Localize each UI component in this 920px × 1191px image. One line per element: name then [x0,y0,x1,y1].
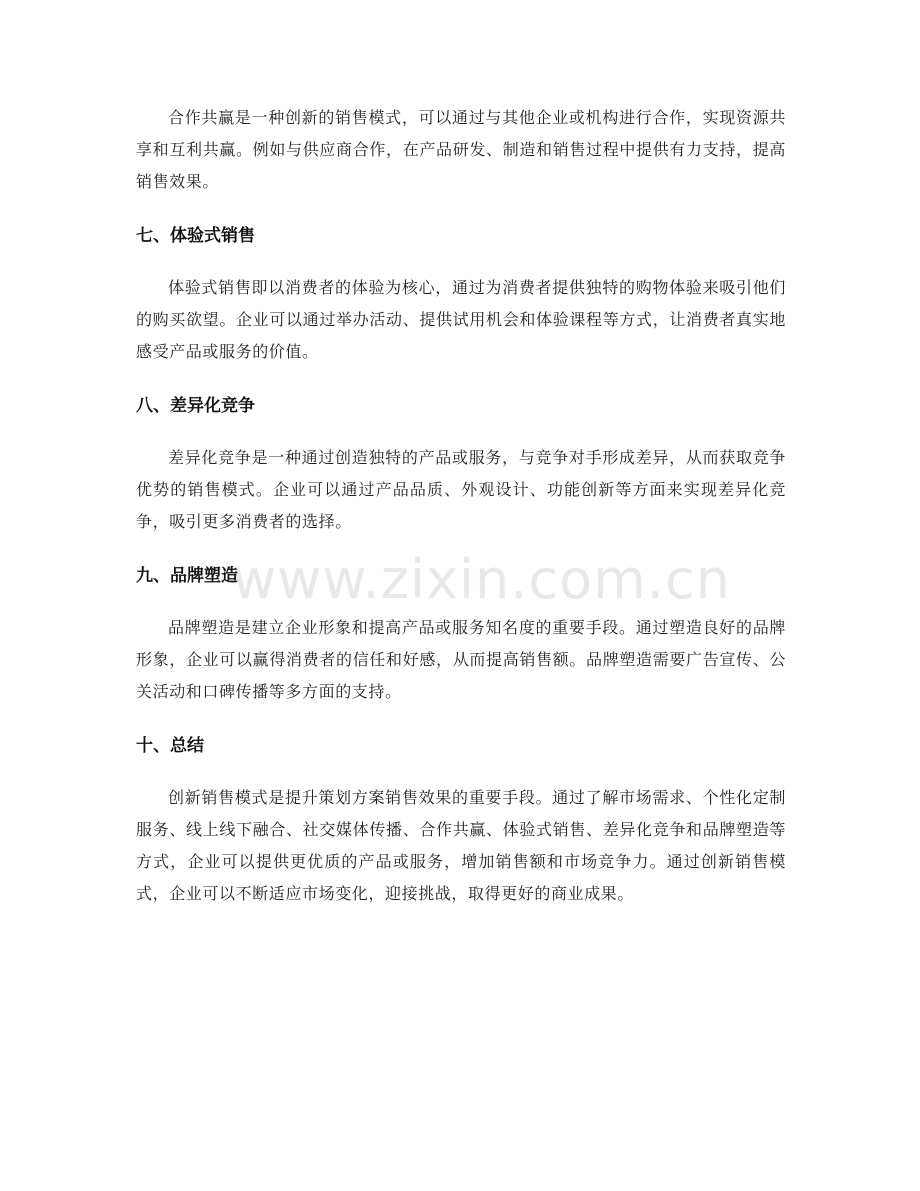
section-7-paragraph: 体验式销售即以消费者的体验为核心，通过为消费者提供独特的购物体验来吸引他们的购买欲望。企业可以通过举办活动、提供试用机会和体验课程等方式，让消费者真实地感受产品或服务的价值。 [136,278,786,361]
spacer [136,252,786,272]
spacer [136,422,786,442]
intro-paragraph: 合作共赢是一种创新的销售模式，可以通过与其他企业或机构进行合作，实现资源共享和互利共赢。例如与供应商合作，在产品研发、制造和销售过程中提供有力支持，提高销售效果。 [136,108,786,191]
watermark: www.zixin.com.cn [232,548,731,611]
section-10-heading: 十、总结 [136,736,204,756]
section-9-heading: 九、品牌塑造 [136,566,238,586]
spacer [136,708,786,730]
section-8-paragraph: 差异化竞争是一种通过创造独特的产品或服务，与竞争对手形成差异，从而获取竞争优势的销售模式。企业可以通过产品品质、外观设计、功能创新等方面来实现差异化竞争，吸引更多消费者的选择。 [136,448,786,531]
section-7-heading: 七、体验式销售 [136,226,255,246]
section-8-heading: 八、差异化竞争 [136,396,255,416]
spacer [136,762,786,782]
section-10-paragraph: 创新销售模式是提升策划方案销售效果的重要手段。通过了解市场需求、个性化定制服务、线上线下融合、社交媒体传播、合作共赢、体验式销售、差异化竞争和品牌塑造等方式，企业可以提供更优质的产品或服务，增加销售额和市场竞争力。通过创新销售模式，企业可以不断适应市场变化，迎接挑战，取得更好的商业成果。 [136,788,786,903]
spacer [136,198,786,220]
spacer [136,368,786,390]
section-9-paragraph: 品牌塑造是建立企业形象和提高产品或服务知名度的重要手段。通过塑造良好的品牌形象，企业可以赢得消费者的信任和好感，从而提高销售额。品牌塑造需要广告宣传、公关活动和口碑传播等多方面的支持。 [136,618,786,701]
spacer [136,592,786,612]
document-page [136,102,786,910]
spacer [136,538,786,560]
